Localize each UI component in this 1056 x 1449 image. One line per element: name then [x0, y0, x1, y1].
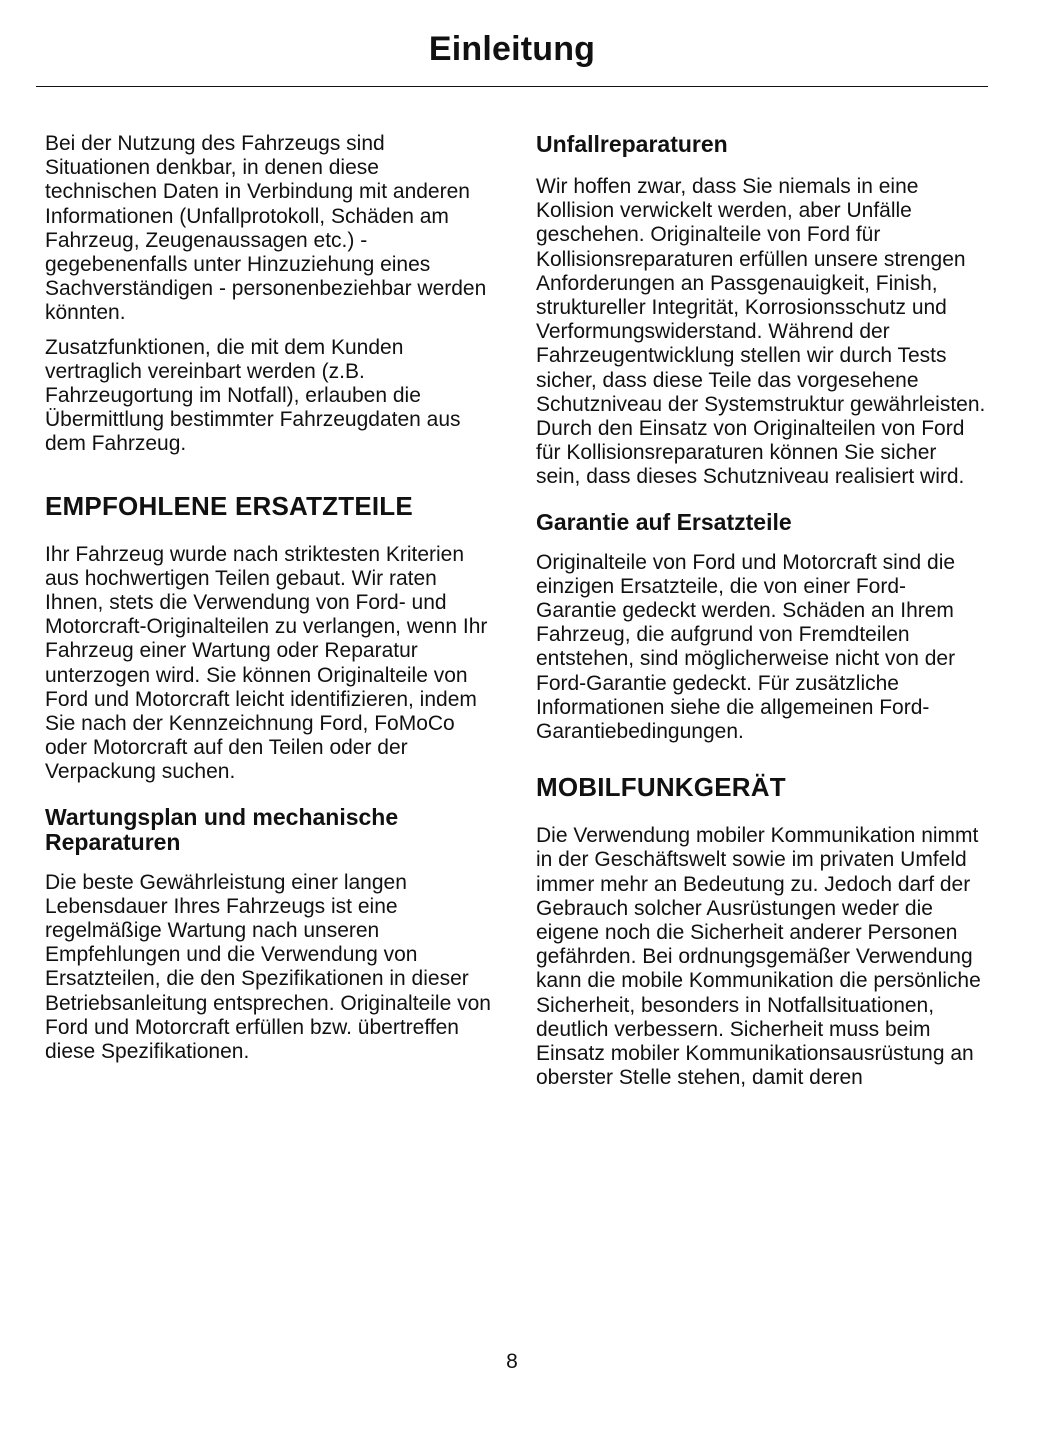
page-title: Einleitung — [428, 30, 596, 68]
collision-repair-paragraph: Wir hoffen zwar, dass Sie niemals in eine Kollision verwickelt werden, aber Unfälle geschehen. Originalteile von Ford für Kollisionsreparaturen erfüllen unsere strengen Anforderungen an Passgenauigkeit, Finish, struktureller Integrität, Korrosionsschutz und Verformungswiderstand. Während der Fahrzeugentwicklung stellen wir durch Tests sicher, dass diese Teile das vorgesehene Schutzniveau der Systemstruktur gewährleisten. Durch den Einsatz von Originalteilen von Ford für Kollisionsreparaturen können Sie sicher sein, dass dieses Schutzniveau realisiert wird. — [536, 175, 986, 489]
additional-functions-paragraph: Zusatzfunktionen, die mit dem Kunden vertraglich vereinbart werden (z.B. Fahrzeugortung im Notfall), erlauben die Übermittlung bestimmter Fahrzeugdaten aus dem Fahrzeug. — [45, 335, 461, 456]
left-column — [45, 132, 495, 1074]
mobile-phone-heading: MOBILFUNKGERÄT — [536, 772, 786, 803]
data-usage-paragraph: Bei der Nutzung des Fahrzeugs sind Situationen denkbar, in denen diese technischen Daten in Verbindung mit anderen Informationen (Unfallprotokoll, Schäden am Fahrzeug, Zeugenaussagen etc.) - gegebenenfalls unter Hinzuziehung eines Sachverständigen - personenbeziehbar werden könnten. — [45, 132, 487, 325]
collision-repair-heading: Unfallreparaturen — [536, 131, 728, 157]
mobile-phone-paragraph: Die Verwendung mobiler Kommunikation nimmt in der Geschäftswelt sowie im privaten Umfeld immer mehr an Bedeutung zu. Jedoch darf der Gebrauch solcher Ausrüstungen weder die eigene noch die Sicherheit anderer Personen gefährden. Bei ordnungsgemäßer Verwendung kann die mobile Kommunikation die persönliche Sicherheit, besonders in Notfallsituationen, deutlich verbessern. Sicherheit muss beim Einsatz mobiler Kommunikationsausrüstung an oberster Stelle stehen, damit deren — [536, 824, 981, 1090]
maintenance-heading: Wartungsplan und mechanische Reparaturen — [45, 803, 399, 855]
parts-warranty-heading: Garantie auf Ersatzteile — [536, 508, 792, 535]
page-number: 8 — [506, 1350, 518, 1373]
recommended-parts-heading: EMPFOHLENE ERSATZTEILE — [45, 490, 413, 521]
parts-warranty-paragraph: Originalteile von Ford und Motorcraft sind die einzigen Ersatzteile, die von einer Ford-Garantie gedeckt werden. Schäden an Ihrem Fahrzeug, die aufgrund von Fremdteilen entstehen, sind möglicherweise nicht von der Ford-Garantie gedeckt. Für zusätzliche Informationen siehe die allgemeinen Ford-Garantiebedingungen. — [536, 550, 956, 744]
right-column — [536, 132, 986, 1101]
title-divider — [36, 86, 988, 87]
recommended-parts-paragraph: Ihr Fahrzeug wurde nach striktesten Kriterien aus hochwertigen Teilen gebaut. Wir raten Ihnen, stets die Verwendung von Ford- und Motorcraft-Originalteilen zu verlangen, wenn Ihr Fahrzeug einer Wartung oder Reparatur unterzogen wird. Sie können Originalteile von Ford und Motorcraft leicht identifizieren, indem Sie nach der Kennzeichnung Ford, FoMoCo oder Motorcraft auf den Teilen oder der Verpackung suchen. — [45, 542, 488, 784]
maintenance-paragraph: Die beste Gewährleistung einer langen Lebensdauer Ihres Fahrzeugs ist eine regelmäßige Wartung nach unseren Empfehlungen und die Verwendung von Ersatzteilen, die den Spezifikationen in dieser Betriebsanleitung entsprechen. Originalteile von Ford und Motorcraft erfüllen bzw. übertreffen diese Spezifikationen. — [45, 870, 491, 1064]
